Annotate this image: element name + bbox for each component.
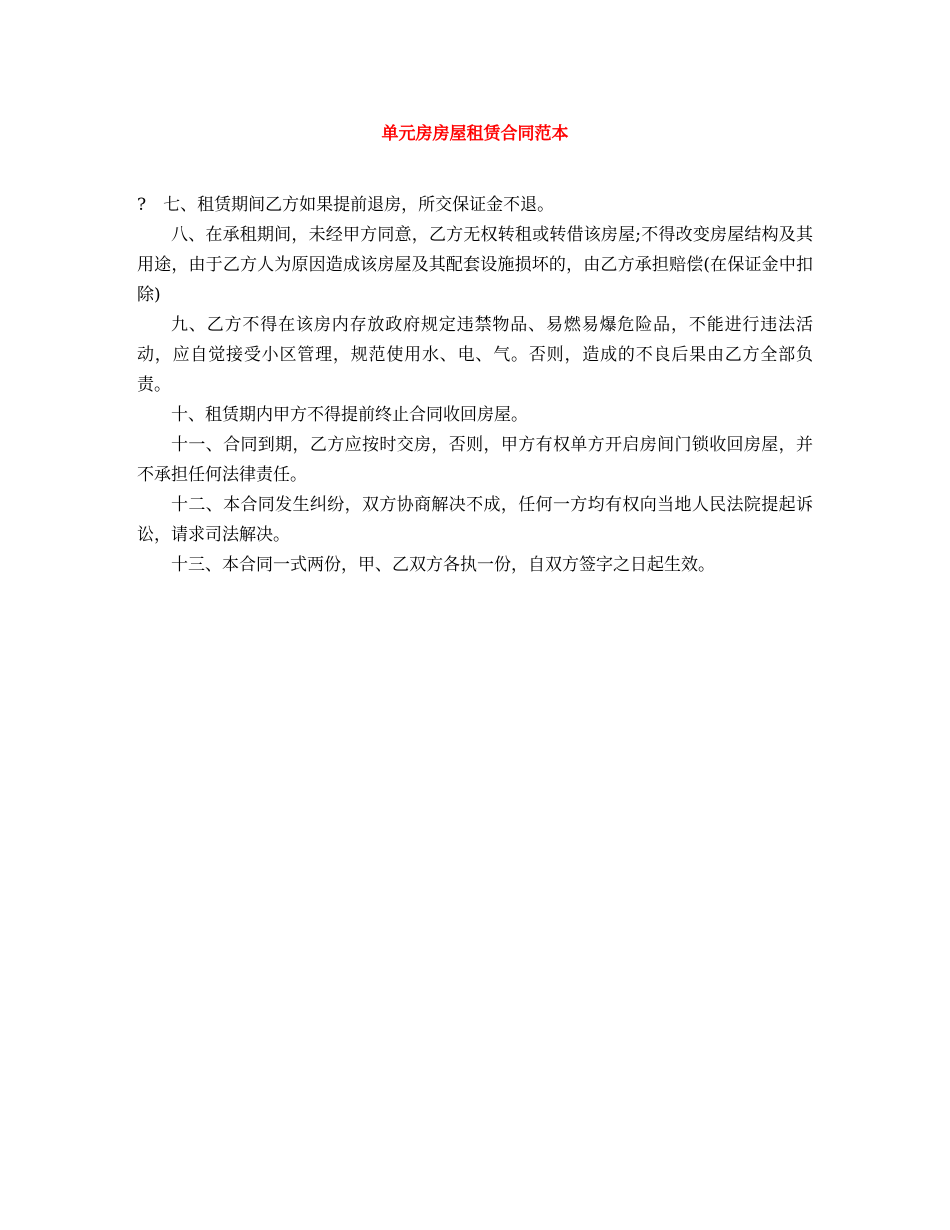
clause-11: 十一、合同到期，乙方应按时交房，否则，甲方有权单方开启房间门锁收回房屋，并不承担任何法律责任。 xyxy=(137,435,813,485)
clause-7: ? 七、租赁期间乙方如果提前退房，所交保证金不退。 xyxy=(137,195,555,215)
clause-10: 十、租赁期内甲方不得提前终止合同收回房屋。 xyxy=(171,405,528,425)
document-title: 单元房房屋租赁合同范本 xyxy=(381,124,569,144)
clause-8: 八、在承租期间，未经甲方同意，乙方无权转租或转借该房屋;不得改变房屋结构及其用途，由于乙方人为原因造成该房屋及其配套设施损坏的，由乙方承担赔偿(在保证金中扣除) xyxy=(137,225,813,305)
clause-9: 九、乙方不得在该房内存放政府规定违禁物品、易燃易爆危险品，不能进行违法活动，应自觉接受小区管理，规范使用水、电、气。否则，造成的不良后果由乙方全部负责。 xyxy=(137,315,813,395)
clause-12: 十二、本合同发生纠纷，双方协商解决不成，任何一方均有权向当地人民法院提起诉讼，请求司法解决。 xyxy=(137,495,813,545)
contract-body xyxy=(137,190,813,580)
clause-13: 十三、本合同一式两份，甲、乙双方各执一份，自双方签字之日起生效。 xyxy=(171,555,715,575)
